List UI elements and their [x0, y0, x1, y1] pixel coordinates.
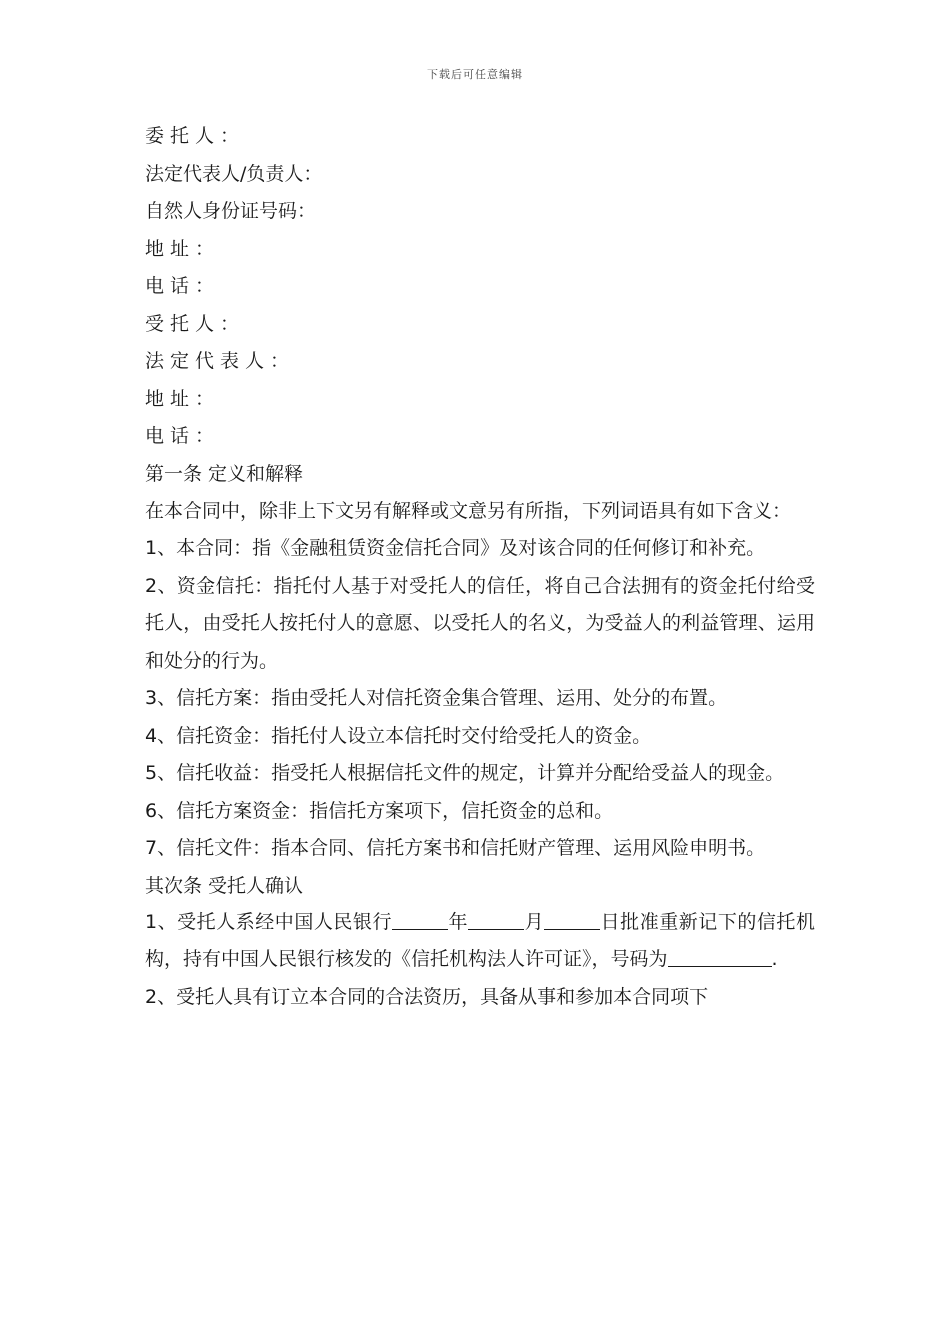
item1-text-c: 月 [524, 910, 545, 933]
trustee-rep-label: 法定代表人： [145, 350, 296, 372]
item1-text-e: . [771, 948, 778, 970]
trustee-address-label: 地址： [145, 387, 221, 410]
item1-text-d: 日批准重新记下的信托机构，持有中国人民银行核发的《信托机构法人许可证》，号码为 [145, 910, 815, 970]
article-1-intro: 在本合同中，除非上下文另有解释或文意另有所指，下列词语具有如下含义： [145, 499, 792, 522]
entrustor-address-label: 地址： [145, 237, 221, 260]
day-blank[interactable] [544, 911, 600, 930]
entrustor-id-label: 自然人身份证号码： [145, 200, 317, 222]
definition-item: 5、信托收益：指受托人根据信托文件的规定，计算并分配给受益人的现金。 [145, 762, 785, 784]
entrustor-label: 委托人： [145, 125, 246, 147]
license-number-blank[interactable] [668, 948, 772, 967]
entrustor-phone-label: 电话： [145, 275, 221, 297]
item1-text-a: 1、受托人系经中国人民银行 [145, 910, 392, 933]
article-1-title: 第一条 定义和解释 [145, 462, 304, 485]
trustee-label: 受托人： [145, 312, 246, 335]
definition-item: 1、本合同：指《金融租赁资金信托合同》及对该合同的任何修订和补充。 [145, 537, 766, 559]
definition-item: 6、信托方案资金：指信托方案项下，信托资金的总和。 [145, 799, 614, 822]
page-header-note: 下载后可任意编辑 [427, 68, 523, 81]
document-body [145, 118, 815, 1016]
trustee-phone-label: 电话： [145, 425, 221, 447]
trustee-confirmation-item-1 [145, 904, 815, 979]
entrustor-rep-label: 法定代表人/负责人： [145, 162, 323, 185]
article-2-title: 其次条 受托人确认 [145, 874, 304, 897]
year-blank[interactable] [392, 911, 448, 930]
definition-item: 7、信托文件：指本合同、信托方案书和信托财产管理、运用风险申明书。 [145, 837, 766, 859]
definition-item: 2、资金信托：指托付人基于对受托人的信任，将自己合法拥有的资金托付给受托人，由受托人按托付人的意愿、以受托人的名义，为受益人的利益管理、运用和处分的行为。 [145, 574, 815, 672]
definition-item: 3、信托方案：指由受托人对信托资金集合管理、运用、处分的布置。 [145, 687, 728, 709]
definition-item: 4、信托资金：指托付人设立本信托时交付给受托人的资金。 [145, 724, 652, 747]
month-blank[interactable] [468, 911, 524, 930]
item1-text-b: 年 [448, 910, 469, 933]
trustee-confirmation-item-2: 2、受托人具有订立本合同的合法资历，具备从事和参加本合同项下 [145, 985, 709, 1008]
